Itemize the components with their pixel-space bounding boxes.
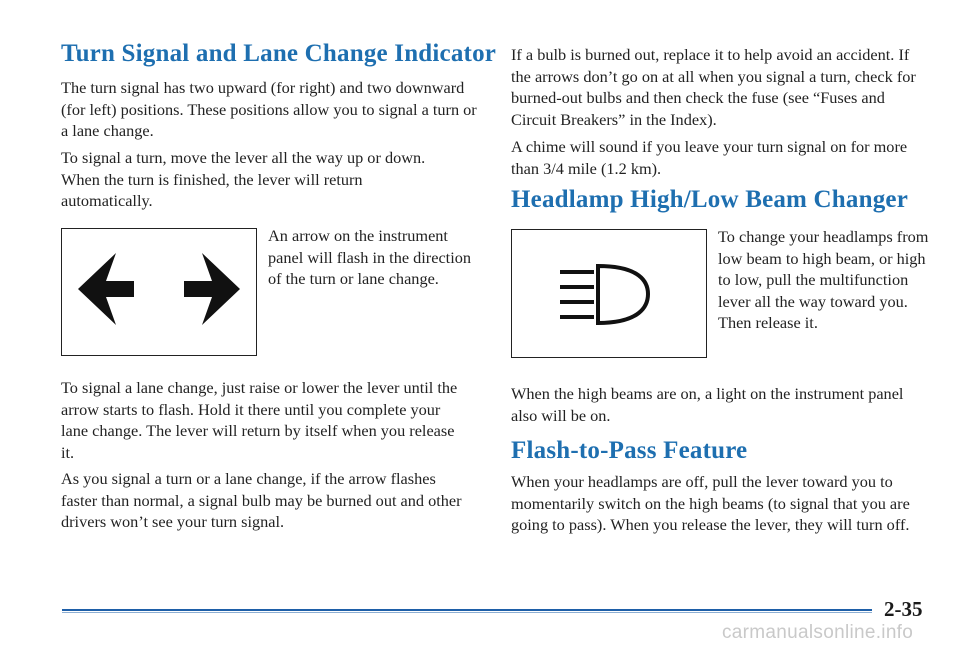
turn-signal-para-3: To signal a lane change, just raise or lower the lever until the arrow starts to flash. Hold it there until you complete your lane change. The lever will return by itself when you release it. (61, 378, 458, 462)
watermark: carmanualsonline.info (722, 622, 914, 643)
headlamp-heading: Headlamp High/Low Beam Changer (511, 186, 908, 213)
headlamp-para: When the high beams are on, a light on the instrument panel also will be on. (511, 384, 904, 425)
turn-signal-para-1: The turn signal has two upward (for right) and two downward (for left) positions. These positions allow you to signal a turn or a lane change. (61, 78, 477, 140)
turn-signal-figure-caption: An arrow on the instrument panel will flash in the direction of the turn or lane change. (268, 226, 472, 288)
turn-arrows-icon (62, 229, 256, 355)
turn-signal-figure (61, 228, 257, 356)
page-number: 2-35 (884, 597, 923, 621)
bulb-para: If a bulb is burned out, replace it to help avoid an accident. If the arrows don’t go on at all when you signal a turn, check for burned-out bulbs and then check the fuse (see “Fuses and Circuit Breakers” in the Index). (511, 45, 916, 129)
headlamp-figure-caption: To change your headlamps from low beam to high beam, or high to low, pull the multifunction lever all the way toward you. Then release it. (718, 227, 929, 332)
chime-para: A chime will sound if you leave your turn signal on for more than 3/4 mile (1.2 km). (511, 137, 908, 178)
flash-to-pass-heading: Flash-to-Pass Feature (511, 437, 748, 464)
turn-signal-para-4: As you signal a turn or a lane change, if the arrow flashes faster than normal, a signal bulb may be burned out and other drivers won’t see your turn signal. (61, 469, 462, 531)
turn-signal-heading: Turn Signal and Lane Change Indicator (61, 40, 497, 67)
footer-rule-thin (62, 612, 872, 613)
footer-rule (62, 609, 872, 611)
flash-to-pass-para: When your headlamps are off, pull the lever toward you to momentarily switch on the high beams (to signal that you are going to pass). When you release the lever, they will turn off. (511, 472, 910, 534)
headlamp-figure (511, 229, 707, 358)
turn-signal-para-2: To signal a turn, move the lever all the way up or down. When the turn is finished, the lever will return automatically. (61, 148, 426, 210)
high-beam-icon (512, 230, 706, 357)
